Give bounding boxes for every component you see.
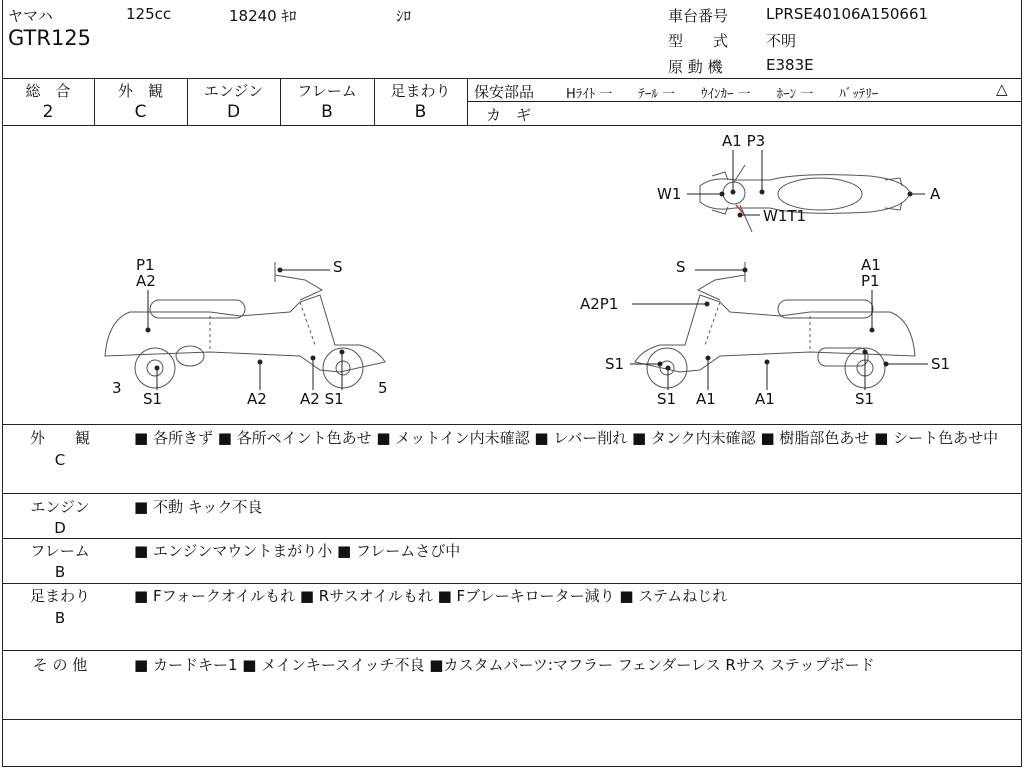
divider	[2, 493, 1021, 494]
section-exterior-grade: C	[54, 451, 66, 469]
section-suspension-text: ■ Fフォークオイルもれ ■ Rサスオイルもれ ■ Fブレーキローター減り ■ ステムねじれ	[134, 587, 728, 605]
mileage: 18240 ｷﾛ	[229, 7, 297, 25]
type-value: 不明	[766, 32, 797, 50]
grade-engine-label: エンジン	[203, 82, 264, 100]
section-other-label: そ の 他	[32, 656, 88, 674]
grade-frame-label: フレーム	[297, 82, 357, 100]
label-a1-bottom-b: A1	[755, 390, 775, 408]
label-s-left: S	[333, 258, 343, 276]
engine-value: E383E	[766, 56, 814, 74]
grade-overall-label: 総 合	[25, 82, 71, 100]
warning-icon: △	[996, 80, 1008, 98]
frame-number: LPRSE40106A150661	[766, 5, 929, 23]
damage-diagram	[0, 126, 1024, 424]
type-label: 型 式	[668, 32, 729, 50]
divider	[2, 538, 1021, 539]
model-name: GTR125	[8, 26, 92, 50]
label-s1-left: S1	[143, 390, 163, 408]
section-suspension-label: 足まわり	[29, 587, 90, 605]
frame-number-label: 車台番号	[668, 7, 729, 25]
maker: ヤマハ	[8, 7, 53, 25]
divider	[2, 424, 1021, 425]
grade-overall-value: 2	[42, 102, 54, 122]
label-w1t1: W1T1	[763, 207, 807, 225]
label-p1-right: P1	[861, 272, 880, 290]
engine-label: 原 動 機	[668, 58, 723, 76]
label-a2p1: A2P1	[580, 295, 619, 313]
divider	[2, 583, 1021, 584]
section-suspension-grade: B	[54, 609, 66, 627]
label-a2s1: A2 S1	[300, 390, 344, 408]
displacement: 125cc	[126, 5, 172, 23]
grade-engine-value: D	[226, 102, 241, 122]
color: ｼﾛ	[396, 7, 412, 25]
section-frame-grade: B	[54, 563, 66, 581]
label-a2-left: A2	[136, 272, 156, 290]
section-other-text: ■ カードキー1 ■ メインキースイッチ不良 ■カスタムパーツ:マフラー フェンダーレス Rサス ステップボード	[134, 656, 875, 674]
safety-items: Hﾗｲﾄ 一 ﾃｰﾙ 一 ｳｲﾝｶｰ 一 ﾎｰﾝ 一 ﾊﾞｯﾃﾘｰ	[566, 87, 879, 102]
label-s-right: S	[676, 258, 686, 276]
label-s1-front: S1	[605, 355, 625, 373]
label-a1-right: A1	[861, 256, 881, 274]
safety-label: 保安部品	[474, 83, 535, 101]
divider	[2, 650, 1021, 651]
divider	[467, 78, 468, 125]
label-3: 3	[112, 379, 122, 397]
key-row: カ ギ	[486, 106, 532, 124]
grade-suspension-value: B	[414, 102, 427, 122]
label-a2-bottom: A2	[247, 390, 267, 408]
label-s1-rear: S1	[931, 355, 951, 373]
label-5: 5	[378, 379, 388, 397]
grade-exterior-value: C	[134, 102, 147, 122]
section-exterior-label: 外 観	[29, 429, 90, 447]
grade-frame-value: B	[321, 102, 333, 122]
label-a1-bottom-a: A1	[696, 390, 716, 408]
grade-suspension-label: 足まわり	[390, 82, 451, 100]
section-exterior-text: ■ 各所きず ■ 各所ペイント色あせ ■ メットイン内未確認 ■ レバー削れ ■ タンク内未確認 ■ 樹脂部色あせ ■ シート色あせ中	[134, 429, 999, 447]
label-a1p3: A1 P3	[722, 132, 766, 150]
divider	[2, 719, 1021, 720]
section-frame-text: ■ エンジンマウントまがり小 ■ フレームさび中	[134, 542, 461, 560]
label-s1-bottom: S1	[657, 390, 677, 408]
label-s1-bottom-2: S1	[855, 390, 875, 408]
label-w1: W1	[657, 185, 682, 203]
grade-exterior-label: 外 観	[117, 82, 163, 100]
divider	[2, 78, 1021, 79]
label-p1-left: P1	[136, 256, 155, 274]
label-a: A	[930, 185, 941, 203]
section-engine-grade: D	[54, 519, 66, 537]
section-frame-label: フレーム	[30, 542, 90, 560]
section-engine-label: エンジン	[30, 498, 90, 516]
section-engine-text: ■ 不動 キック不良	[134, 498, 263, 516]
